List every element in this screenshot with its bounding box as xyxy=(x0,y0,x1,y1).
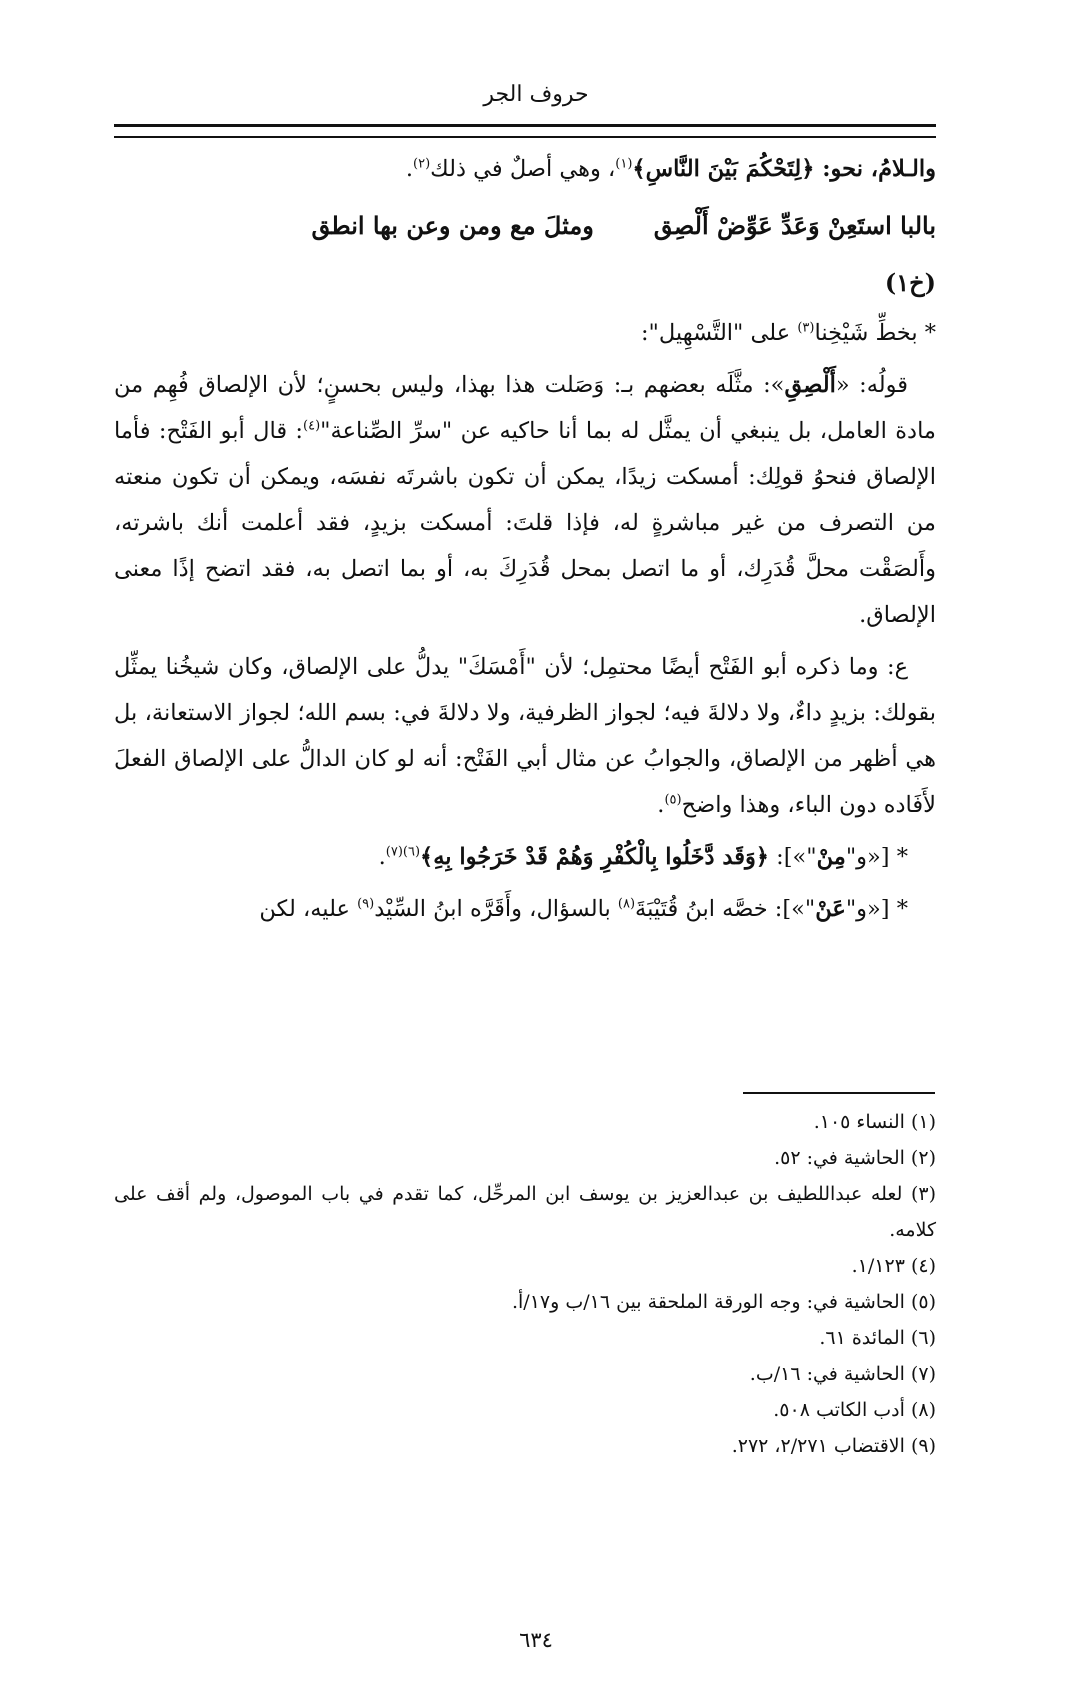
note-intro-text: * بخطِّ شَيْخِنا xyxy=(814,320,936,346)
note-intro-end: على "التَّسْهِيل": xyxy=(640,320,798,346)
line1-end: . xyxy=(405,156,414,182)
paragraph-lam xyxy=(114,146,936,192)
footnote-ref-4: (٤) xyxy=(303,418,321,434)
para4-keyword: عَنْ xyxy=(815,896,846,922)
note-intro xyxy=(114,310,936,356)
main-text xyxy=(114,146,936,938)
poetry-verse xyxy=(114,198,936,254)
header-rule-thin xyxy=(114,136,936,138)
para1-text-b: : قال أبو الفَتْح: فأما الإلصاق فنحوُ قولِك: أمسكت زيدًا، يمكن أن تكون باشرتَه نفسَه، ويمكن أن تكون منعته من التصرف من غير مباشرةٍ له، فإذا قلتَ: أمسكت بزيدٍ، فقد أعلمت أنك باشرته، وأَلصَقْت محلَّ قُدَرِك، أو ما اتصل بمحل قُدَرِكَ به، أو بما اتصل به، فقد اتضح إذًا معنى الإلصاق. xyxy=(114,418,936,628)
footnote-1: (١) النساء ١٠٥. xyxy=(813,1111,936,1133)
footnote-6: (٦) المائدة ٦١. xyxy=(819,1327,936,1349)
footnote-ref-8: (٨) xyxy=(617,896,636,912)
footnote-8: (٨) أدب الكاتب ٥٠٨. xyxy=(773,1399,936,1421)
verse-second-hemistich: ومثلَ مع ومن وعن بها انطق xyxy=(311,211,594,240)
header-rule-thick xyxy=(114,124,936,127)
para4-text-b: "»]: خصَّه ابنُ قُتَيْبَةَ xyxy=(635,896,816,922)
line1-middle: ، وهي أصلٌ في ذلك xyxy=(430,156,616,182)
paragraph-an xyxy=(114,886,936,932)
para3-mid: "»]: xyxy=(769,844,817,870)
para3-quran-verse: ﴿وَقَد دَّخَلُوا بِالْكُفْرِ وَهُمْ قَدْ خَرَجُوا بِهِ﴾ xyxy=(420,844,769,870)
line1-text: والـلامُ، نحو: ﴿لِتَحْكُمَ بَيْنَ النَّاسِ﴾ xyxy=(632,156,936,182)
verse-first-hemistich: بالبا استَعِنْ وَعَدِّ عَوِّضْ أَلْصِق xyxy=(653,211,936,240)
para3-keyword: مِنْ xyxy=(816,844,846,870)
footnote-3: (٣) لعله عبداللطيف بن عبدالعزيز بن يوسف ابن المرحِّل، كما تقدم في باب الموصول، ولم أقف على كلامه. xyxy=(114,1183,936,1241)
footnote-ref-3: (٣) xyxy=(797,320,815,336)
footnote-2: (٢) الحاشية في: ٥٢. xyxy=(774,1147,936,1169)
para3-end: . xyxy=(378,844,386,870)
para4-text-c: بالسؤال، وأَقَرَّه ابنُ السِّيْد xyxy=(374,896,618,922)
paragraph-ilsaq xyxy=(114,362,936,638)
footnote-4: (٤) ١/١٢٣. xyxy=(851,1255,936,1277)
para1-text-a: »: مثَّلَه بعضهم بـ: وَصَلت هذا بهذا، وليس بحسنٍ؛ لأن الإلصاق فُهِم من مادة العامل، بل ينبغي أن يمثَّل له بما أنا حاكيه عن "سرِّ الصِّناعة" xyxy=(114,372,936,444)
para3-start: * [«و" xyxy=(845,844,908,870)
paragraph-commentary xyxy=(114,644,936,828)
paragraph-min xyxy=(114,834,936,880)
footnote-5: (٥) الحاشية في: وجه الورقة الملحقة بين ١٦/ب و١٧/أ. xyxy=(511,1291,936,1313)
footnote-ref-9: (٩) xyxy=(357,896,375,912)
page-number: ٦٣٤ xyxy=(519,1628,553,1652)
footnote-9: (٩) الاقتضاب ٢/٢٧١، ٢٧٢. xyxy=(731,1435,936,1457)
para2-text: ع: وما ذكره أبو الفَتْح أيضًا محتمِل؛ لأن "أَمْسَكَ" يدلُّ على الإلصاق، وكان شيخُنا يمثِّل بقولك: بزيدٍ داءٌ، ولا دلالةَ فيه؛ لجواز الظرفية، ولا دلالةَ في: بسم الله؛ لجواز الاستعانة، بل هي أظهر من الإلصاق، والجوابُ عن مثال أبي الفَتْح: أنه لو كان الدالُّ على الإلصاق الفعلَ لأَفَاده دون الباء، وهذا واضح xyxy=(114,654,936,818)
footnote-ref-6-7: (٦)(٧) xyxy=(385,844,421,860)
para1-start: قولُه: « xyxy=(835,372,908,398)
footnotes xyxy=(114,1104,936,1464)
para1-keyword: أَلْصِقِ xyxy=(784,372,836,398)
para4-text-d: عليه، لكن xyxy=(259,896,358,922)
verse-tag: (خ١) xyxy=(884,268,936,297)
footnote-ref-1: (١) xyxy=(615,156,633,172)
para2-end: . xyxy=(657,792,665,818)
footnote-ref-5: (٥) xyxy=(664,792,682,808)
footnote-separator xyxy=(743,1092,935,1094)
footnote-7: (٧) الحاشية في: ١٦/ب. xyxy=(749,1363,936,1385)
footnote-ref-2: (٢) xyxy=(413,156,431,172)
running-title: حروف الجر xyxy=(483,82,589,107)
para4-start: * [«و" xyxy=(845,896,908,922)
